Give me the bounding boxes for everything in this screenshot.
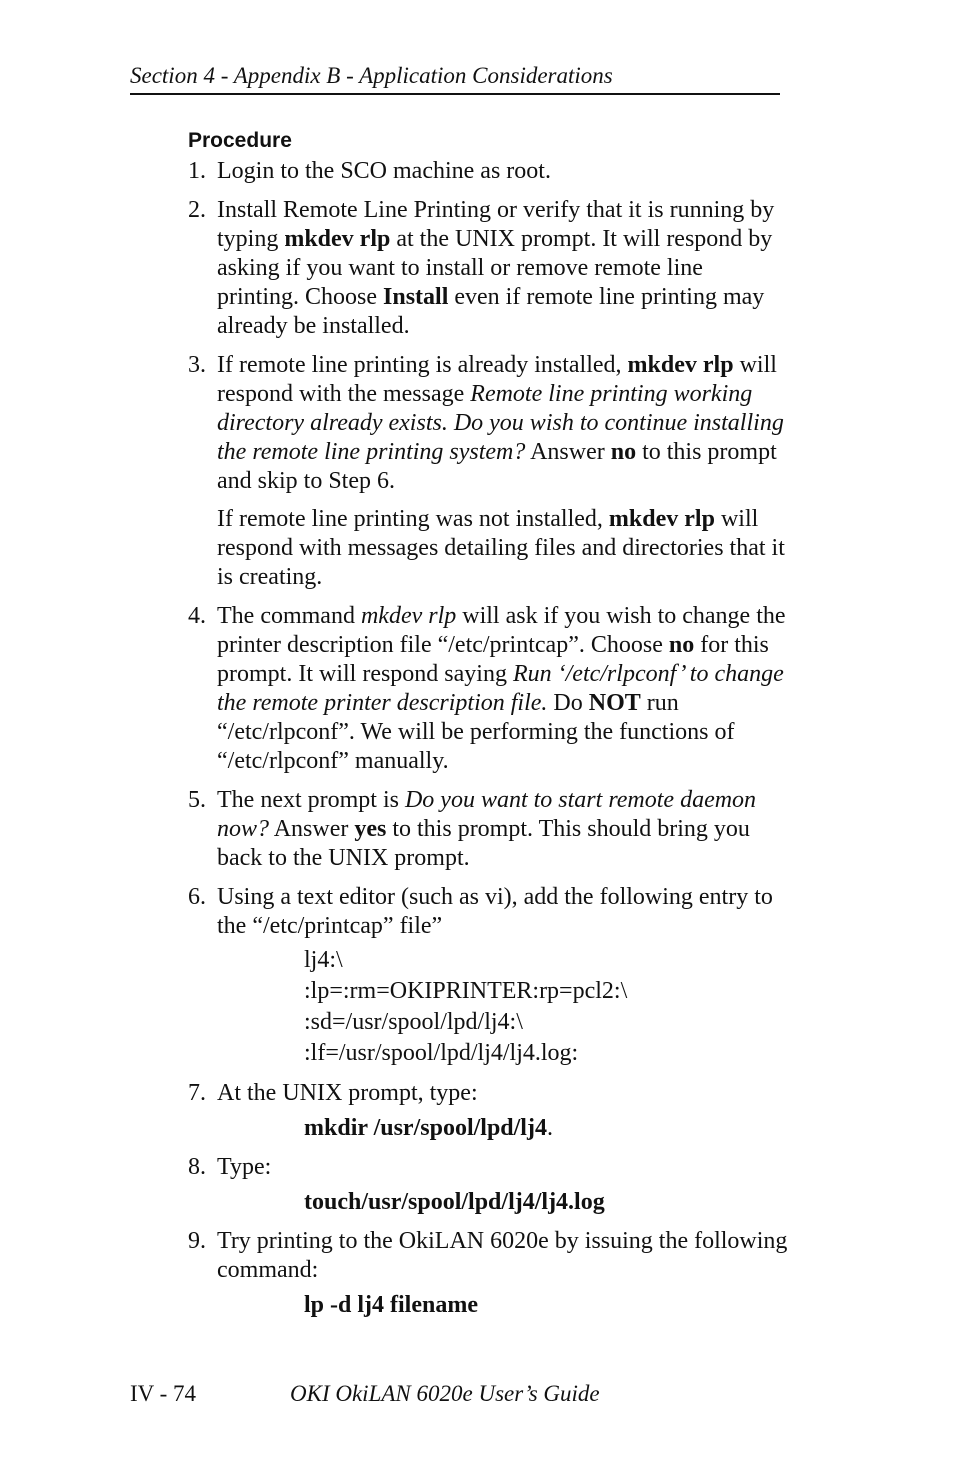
text-segment: at the UNIX prompt. It will respond by asking if you want to install or remove remote line printing. Choose [217, 226, 773, 310]
running-header: Section 4 - Appendix B - Application Considerations [130, 62, 780, 95]
step-body [217, 883, 788, 1069]
text-segment: to this prompt and skip to Step 6. [217, 439, 777, 494]
step-additional-text [217, 505, 788, 592]
procedure-step [188, 1227, 788, 1320]
procedure-steps-list [188, 157, 788, 1320]
step-body [217, 1079, 788, 1143]
italic-text: Do you want to start remote daemon now? [217, 787, 757, 842]
bold-text: Install [383, 284, 449, 310]
bold-text: touch/usr/spool/lpd/lj4/lj4.log [304, 1189, 605, 1215]
bold-text: mkdir /usr/spool/lpd/lj4 [304, 1115, 547, 1141]
code-line: :sd=/usr/spool/lpd/lj4:\ [304, 1009, 523, 1035]
printcap-entry [304, 945, 788, 1069]
step-text [217, 157, 788, 186]
code-line: lj4:\ [304, 947, 343, 973]
step-text [217, 1153, 788, 1182]
bold-text: no [610, 439, 637, 465]
step-number: 4. [188, 603, 206, 629]
footer-book-title: OKI OkiLAN 6020e User’s Guide [290, 1381, 600, 1406]
step-text [217, 786, 788, 873]
procedure-step [188, 157, 788, 186]
procedure-section [188, 127, 788, 1330]
procedure-step [188, 1079, 788, 1143]
command-line [304, 1290, 788, 1320]
step-body [217, 786, 788, 873]
step-number: 2. [188, 197, 206, 223]
text-segment: The command [217, 603, 361, 629]
bold-text: no [668, 632, 695, 658]
step-number: 8. [188, 1154, 206, 1180]
step-body [217, 602, 788, 776]
step-body [217, 351, 788, 592]
text-segment: If remote line printing was not installed, [217, 506, 609, 532]
text-segment: Login to the SCO machine as root. [217, 158, 551, 184]
text-segment: Try printing to the OkiLAN 6020e by issuing the following command: [217, 1228, 788, 1283]
step-text [217, 351, 788, 496]
step-number: 5. [188, 787, 206, 813]
step-body [217, 1153, 788, 1217]
bold-text: NOT [588, 690, 641, 716]
bold-text: mkdev rlp [284, 226, 391, 252]
step-number: 6. [188, 884, 206, 910]
procedure-step [188, 786, 788, 873]
procedure-step [188, 602, 788, 776]
text-segment: even if remote line printing may already be installed. [217, 284, 765, 339]
bold-text: mkdev rlp [608, 506, 715, 532]
command-line [304, 1113, 788, 1143]
text-segment: will respond with messages detailing files and directories that it is creating. [217, 506, 785, 590]
text-segment: Answer [525, 439, 611, 465]
text-segment: Type: [217, 1154, 272, 1180]
step-text [217, 1227, 788, 1285]
step-body [217, 157, 788, 186]
text-segment: Using a text editor (such as vi), add the following entry to the “/etc/printcap” file” [217, 884, 773, 939]
step-text [217, 196, 788, 341]
step-number: 3. [188, 352, 206, 378]
text-segment: will ask if you wish to change the printer description file “/etc/printcap”. Choose [217, 603, 786, 658]
step-text [217, 1079, 788, 1108]
bold-text: lp -d lj4 filename [304, 1292, 478, 1318]
bold-text: yes [354, 816, 387, 842]
procedure-step [188, 196, 788, 341]
procedure-step [188, 351, 788, 592]
text-segment: The next prompt is [217, 787, 405, 813]
procedure-step [188, 1153, 788, 1217]
bold-text: mkdev rlp [627, 352, 734, 378]
step-body [217, 196, 788, 341]
step-body [217, 1227, 788, 1320]
text-segment: At the UNIX prompt, type: [217, 1080, 478, 1106]
text-segment: If remote line printing is already installed, [217, 352, 628, 378]
text-segment: Do [547, 690, 589, 716]
step-number: 1. [188, 158, 206, 184]
command-line [304, 1187, 788, 1217]
text-segment: . [546, 1115, 553, 1141]
text-segment: for this prompt. It will respond saying [217, 632, 769, 687]
code-line: :lp=:rm=OKIPRINTER:rp=pcl2:\ [304, 978, 628, 1004]
code-line: :lf=/usr/spool/lpd/lj4/lj4.log: [304, 1040, 579, 1066]
step-text [217, 883, 788, 941]
step-text [217, 602, 788, 776]
procedure-step [188, 883, 788, 1069]
step-number: 7. [188, 1080, 206, 1106]
italic-text: mkdev rlp [360, 603, 457, 629]
italic-text: Run ‘/etc/rlpconf’ to change the remote printer description file. [217, 661, 784, 716]
italic-text: Remote line printing working directory already exists. Do you wish to continue installing the remote line printing system? [217, 381, 784, 465]
page-number: IV - 74 [130, 1381, 197, 1406]
text-segment: Install Remote Line Printing or verify that it is running by typing [217, 197, 775, 252]
step-number: 9. [188, 1228, 206, 1254]
text-segment: Answer [269, 816, 355, 842]
text-segment: will respond with the message [217, 352, 777, 407]
procedure-heading: Procedure [188, 129, 292, 152]
text-segment: to this prompt. This should bring you back to the UNIX prompt. [217, 816, 750, 871]
text-segment: run “/etc/rlpconf”. We will be performing the functions of “/etc/rlpconf” manually. [217, 690, 735, 774]
